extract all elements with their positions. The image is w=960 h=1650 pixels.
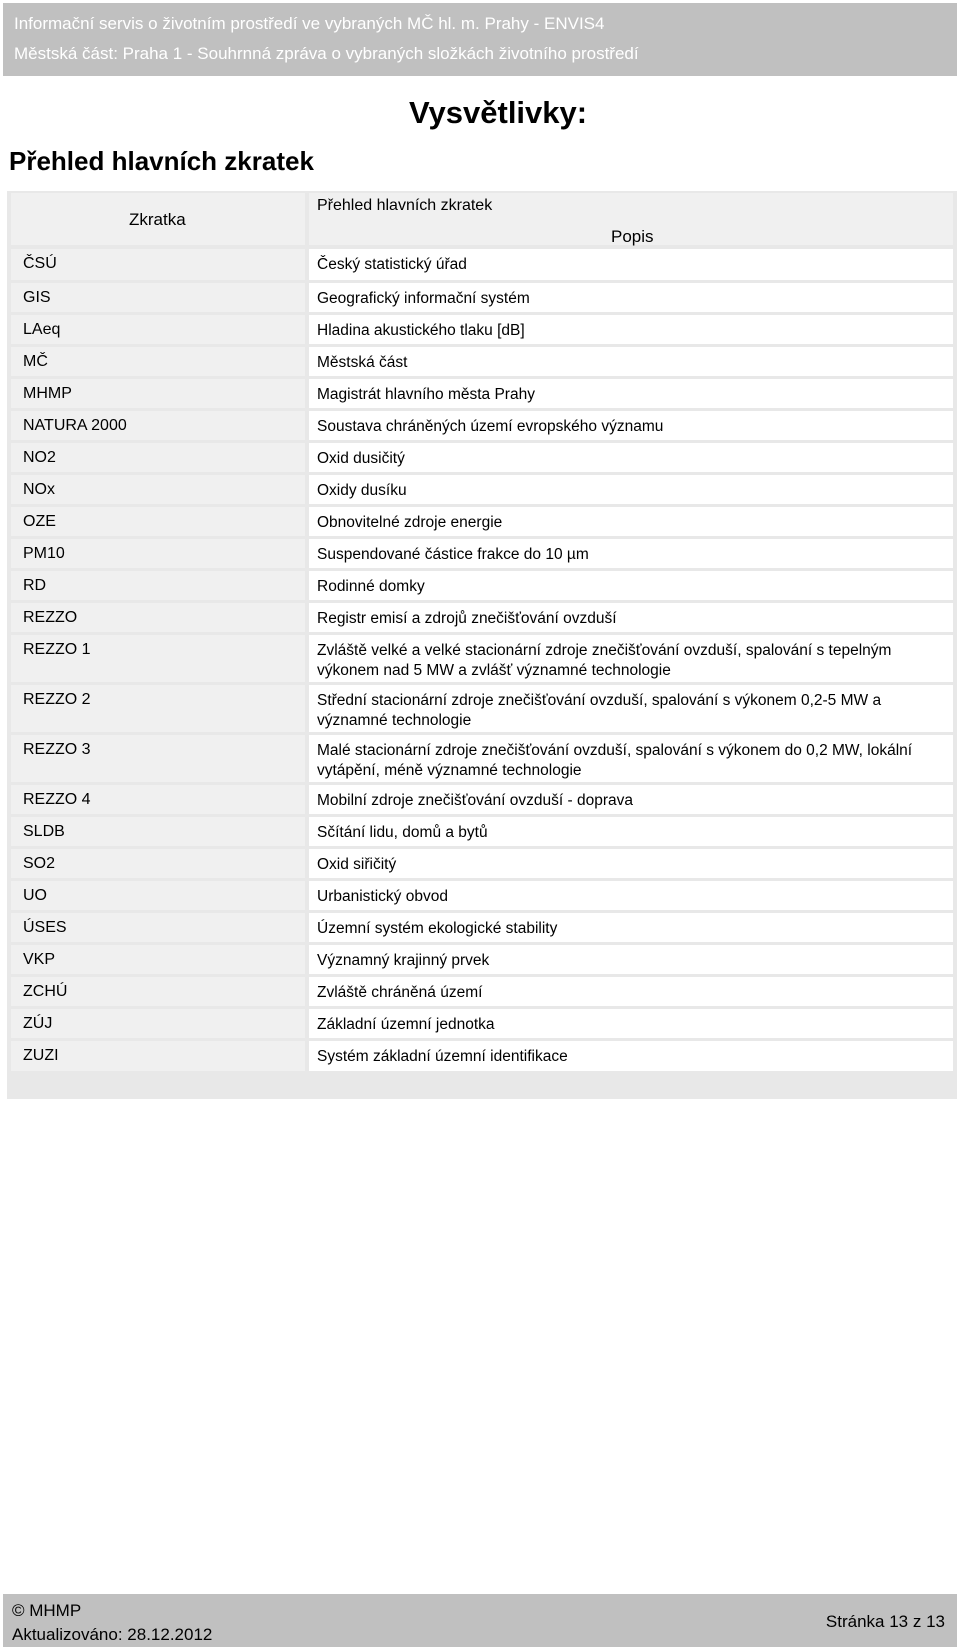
abbreviation-cell <box>11 539 305 568</box>
table-row <box>7 443 957 475</box>
page-number: Stránka 13 z 13 <box>825 1612 945 1631</box>
page-header <box>3 3 957 76</box>
abbreviation-cell <box>11 1009 305 1038</box>
abbreviation-text: REZZO <box>23 609 78 626</box>
description-cell <box>309 571 953 600</box>
table-row <box>7 411 957 443</box>
table-row <box>7 379 957 411</box>
description-cell <box>309 977 953 1006</box>
table-row <box>7 315 957 347</box>
column-header-description-label: Popis <box>611 227 654 246</box>
table-row <box>7 849 957 881</box>
column-header-description <box>309 193 953 245</box>
description-text: Malé stacionární zdroje znečišťování ovzduší, spalování s výkonem do 0,2 MW, lokální vytápění, méně významné technologie <box>317 742 913 779</box>
description-text: Hladina akustického tlaku [dB] <box>317 322 525 339</box>
description-text: Obnovitelné zdroje energie <box>317 514 503 531</box>
table-row <box>7 1009 957 1041</box>
description-cell <box>309 539 953 568</box>
updated-date: Aktualizováno: 28.12.2012 <box>12 1625 213 1644</box>
page-footer <box>3 1594 957 1647</box>
abbreviation-text: VKP <box>23 951 56 968</box>
description-cell <box>309 685 953 732</box>
abbreviation-text: REZZO 4 <box>23 791 91 808</box>
description-cell <box>309 913 953 942</box>
table-row <box>7 249 957 283</box>
abbreviation-text: SO2 <box>23 855 56 872</box>
description-text: Střední stacionární zdroje znečišťování ovzduší, spalování s výkonem 0,2-5 MW a významné technologie <box>317 692 882 729</box>
description-text: Sčítání lidu, domů a bytů <box>317 824 488 841</box>
abbreviation-cell <box>11 315 305 344</box>
description-text: Mobilní zdroje znečišťování ovzduší - doprava <box>317 792 633 809</box>
table-row <box>7 945 957 977</box>
abbreviation-text: MČ <box>23 353 48 370</box>
table-row <box>7 507 957 539</box>
description-cell <box>309 945 953 974</box>
table-row <box>7 603 957 635</box>
description-cell <box>309 849 953 878</box>
abbreviation-text: REZZO 2 <box>23 691 91 708</box>
abbreviation-text: GIS <box>23 289 51 306</box>
description-text: Územní systém ekologické stability <box>317 920 558 937</box>
abbreviation-text: SLDB <box>23 823 65 840</box>
abbreviation-text: NO2 <box>23 449 56 466</box>
description-text: Oxid siřičitý <box>317 856 397 873</box>
description-text: Zvláště velké a velké stacionární zdroje znečišťování ovzduší, spalování s tepelným výkonem nad 5 MW a zvlášť významné technologie <box>317 642 892 679</box>
abbreviation-text: ZUZI <box>23 1047 59 1064</box>
abbreviation-cell <box>11 913 305 942</box>
abbreviation-cell <box>11 881 305 910</box>
abbreviation-cell <box>11 635 305 682</box>
abbreviation-cell <box>11 849 305 878</box>
description-cell <box>309 443 953 472</box>
description-cell <box>309 507 953 536</box>
abbreviation-text: LAeq <box>23 321 61 338</box>
description-cell <box>309 603 953 632</box>
column-header-abbreviation-label: Zkratka <box>129 210 186 229</box>
description-text: Systém základní územní identifikace <box>317 1048 568 1065</box>
description-text: Magistrát hlavního města Prahy <box>317 386 535 403</box>
description-text: Oxid dusičitý <box>317 450 405 467</box>
abbreviation-cell <box>11 411 305 440</box>
column-header-description-subtitle: Přehled hlavních zkratek <box>317 197 493 214</box>
table-row <box>7 817 957 849</box>
table-row <box>7 347 957 379</box>
description-text: Rodinné domky <box>317 578 425 595</box>
abbreviation-cell <box>11 347 305 376</box>
header-title: Informační servis o životním prostředí ve vybraných MČ hl. m. Prahy - ENVIS4 <box>14 14 605 33</box>
table-row <box>7 475 957 507</box>
abbreviation-text: RD <box>23 577 47 594</box>
abbreviation-cell <box>11 735 305 782</box>
abbreviation-cell <box>11 817 305 846</box>
description-cell <box>309 881 953 910</box>
table-row <box>7 685 957 735</box>
description-cell <box>309 347 953 376</box>
description-cell <box>309 635 953 682</box>
section-title: Přehled hlavních zkratek <box>9 146 314 176</box>
description-text: Geografický informační systém <box>317 290 530 307</box>
table-row <box>7 913 957 945</box>
abbreviation-text: PM10 <box>23 545 65 562</box>
abbreviation-cell <box>11 977 305 1006</box>
abbreviation-cell <box>11 507 305 536</box>
table-row <box>7 571 957 603</box>
description-cell <box>309 735 953 782</box>
table-row <box>7 881 957 913</box>
abbreviation-cell <box>11 571 305 600</box>
table-row <box>7 283 957 315</box>
abbreviations-table <box>7 191 957 1099</box>
abbreviation-text: ZCHÚ <box>23 983 68 1000</box>
description-text: Městská část <box>317 354 408 371</box>
description-text: Základní územní jednotka <box>317 1016 495 1033</box>
description-cell <box>309 411 953 440</box>
description-cell <box>309 785 953 814</box>
column-header-abbreviation <box>11 193 305 245</box>
description-cell <box>309 283 953 312</box>
description-text: Soustava chráněných území evropského významu <box>317 418 664 435</box>
abbreviation-cell <box>11 603 305 632</box>
abbreviation-text: ČSÚ <box>23 255 57 272</box>
abbreviation-text: UO <box>23 887 47 904</box>
abbreviation-cell <box>11 283 305 312</box>
abbreviation-cell <box>11 785 305 814</box>
description-cell <box>309 249 953 280</box>
abbreviation-cell <box>11 945 305 974</box>
table-row <box>7 735 957 785</box>
abbreviation-text: NATURA 2000 <box>23 417 127 434</box>
abbreviation-text: REZZO 3 <box>23 741 91 758</box>
abbreviation-text: ZÚJ <box>23 1015 53 1032</box>
abbreviation-text: REZZO 1 <box>23 641 91 658</box>
abbreviation-text: NOx <box>23 481 55 498</box>
abbreviation-cell <box>11 685 305 732</box>
description-text: Registr emisí a zdrojů znečišťování ovzduší <box>317 610 617 627</box>
table-row <box>7 977 957 1009</box>
abbreviation-text: ÚSES <box>23 919 67 936</box>
description-text: Významný krajinný prvek <box>317 952 490 969</box>
abbreviation-text: MHMP <box>23 385 72 402</box>
description-text: Český statistický úřad <box>317 256 467 273</box>
description-cell <box>309 475 953 504</box>
table-row <box>7 1041 957 1074</box>
abbreviation-text: OZE <box>23 513 56 530</box>
table-row <box>7 635 957 685</box>
abbreviation-cell <box>11 249 305 280</box>
description-text: Urbanistický obvod <box>317 888 448 905</box>
copyright-text: © MHMP <box>12 1601 82 1620</box>
abbreviation-cell <box>11 379 305 408</box>
description-cell <box>309 1041 953 1071</box>
abbreviation-cell <box>11 475 305 504</box>
description-cell <box>309 379 953 408</box>
header-subtitle: Městská část: Praha 1 - Souhrnná zpráva o vybraných složkách životního prostředí <box>14 44 639 63</box>
document-title: Vysvětlivky: <box>409 95 588 130</box>
description-cell <box>309 315 953 344</box>
description-cell <box>309 817 953 846</box>
abbreviation-cell <box>11 1041 305 1071</box>
description-text: Oxidy dusíku <box>317 482 407 499</box>
abbreviation-cell <box>11 443 305 472</box>
table-row <box>7 785 957 817</box>
description-cell <box>309 1009 953 1038</box>
description-text: Zvláště chráněná území <box>317 984 483 1001</box>
description-text: Suspendované částice frakce do 10 µm <box>317 546 589 563</box>
table-row <box>7 539 957 571</box>
